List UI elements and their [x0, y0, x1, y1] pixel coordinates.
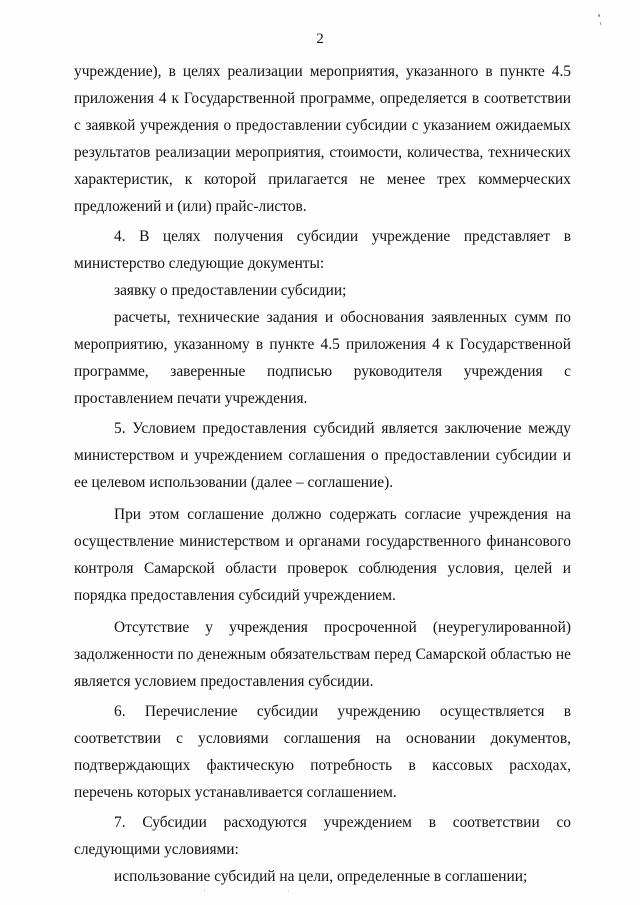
paragraph-no-debt: Отсутствие у учреждения просроченной (неурегулированной) задолженности по денежным обязательствам перед Самарской областью не является условием предоставления субсидии. — [74, 619, 571, 690]
scan-speck — [600, 22, 601, 25]
paragraph-agreement-consent: При этом соглашение должно содержать согласие учреждения на осуществление министерством и органами государственного финансового контроля Самарской области проверок соблюдения условия, целей и порядка предоставления субсидий учреждением. — [74, 506, 571, 604]
paragraph-usage-condition: использование субсидий на цели, определенные в соглашении; — [114, 868, 528, 885]
paragraph-calculations: расчеты, технические задания и обоснования заявленных сумм по мероприятию, указанному в пункте 4.5 приложения 4 к Государственной программе, заверенные подписью руководителя учреждения с проставлением печати учреждения. — [74, 309, 571, 407]
page-number: 2 — [316, 31, 324, 47]
scan-speck — [288, 891, 289, 892]
paragraph-application: заявку о предоставлении субсидии; — [114, 282, 347, 299]
document-body — [74, 58, 571, 890]
paragraph-continuation: учреждение), в целях реализации мероприятия, указанного в пункте 4.5 приложения 4 к Государственной программе, определяется в соответствии с заявкой учреждения о предоставлении субсидии с указанием ожидаемых результатов реализации мероприятия, стоимости, количества, технических характеристик, к которой прилагается не менее трех коммерческих предложений и (или) прайс-листов. — [74, 63, 571, 215]
paragraph-item-4: 4. В целях получения субсидии учреждение представляет в министерство следующие документы: — [74, 228, 571, 272]
scan-speck — [204, 890, 205, 891]
paragraph-item-5: 5. Условием предоставления субсидий является заключение между министерством и учреждением соглашения о предоставлении субсидии и ее целевом использовании (далее – соглашение). — [74, 420, 571, 491]
paragraph-item-7: 7. Субсидии расходуются учреждением в соответствии со следующими условиями: — [74, 814, 571, 858]
scan-speck — [598, 14, 600, 17]
paragraph-item-6: 6. Перечисление субсидии учреждению осуществляется в соответствии с условиями соглашения на основании документов, подтверждающих фактическую потребность в кассовых расходах, перечень которых устанавливается соглашением. — [74, 703, 571, 801]
